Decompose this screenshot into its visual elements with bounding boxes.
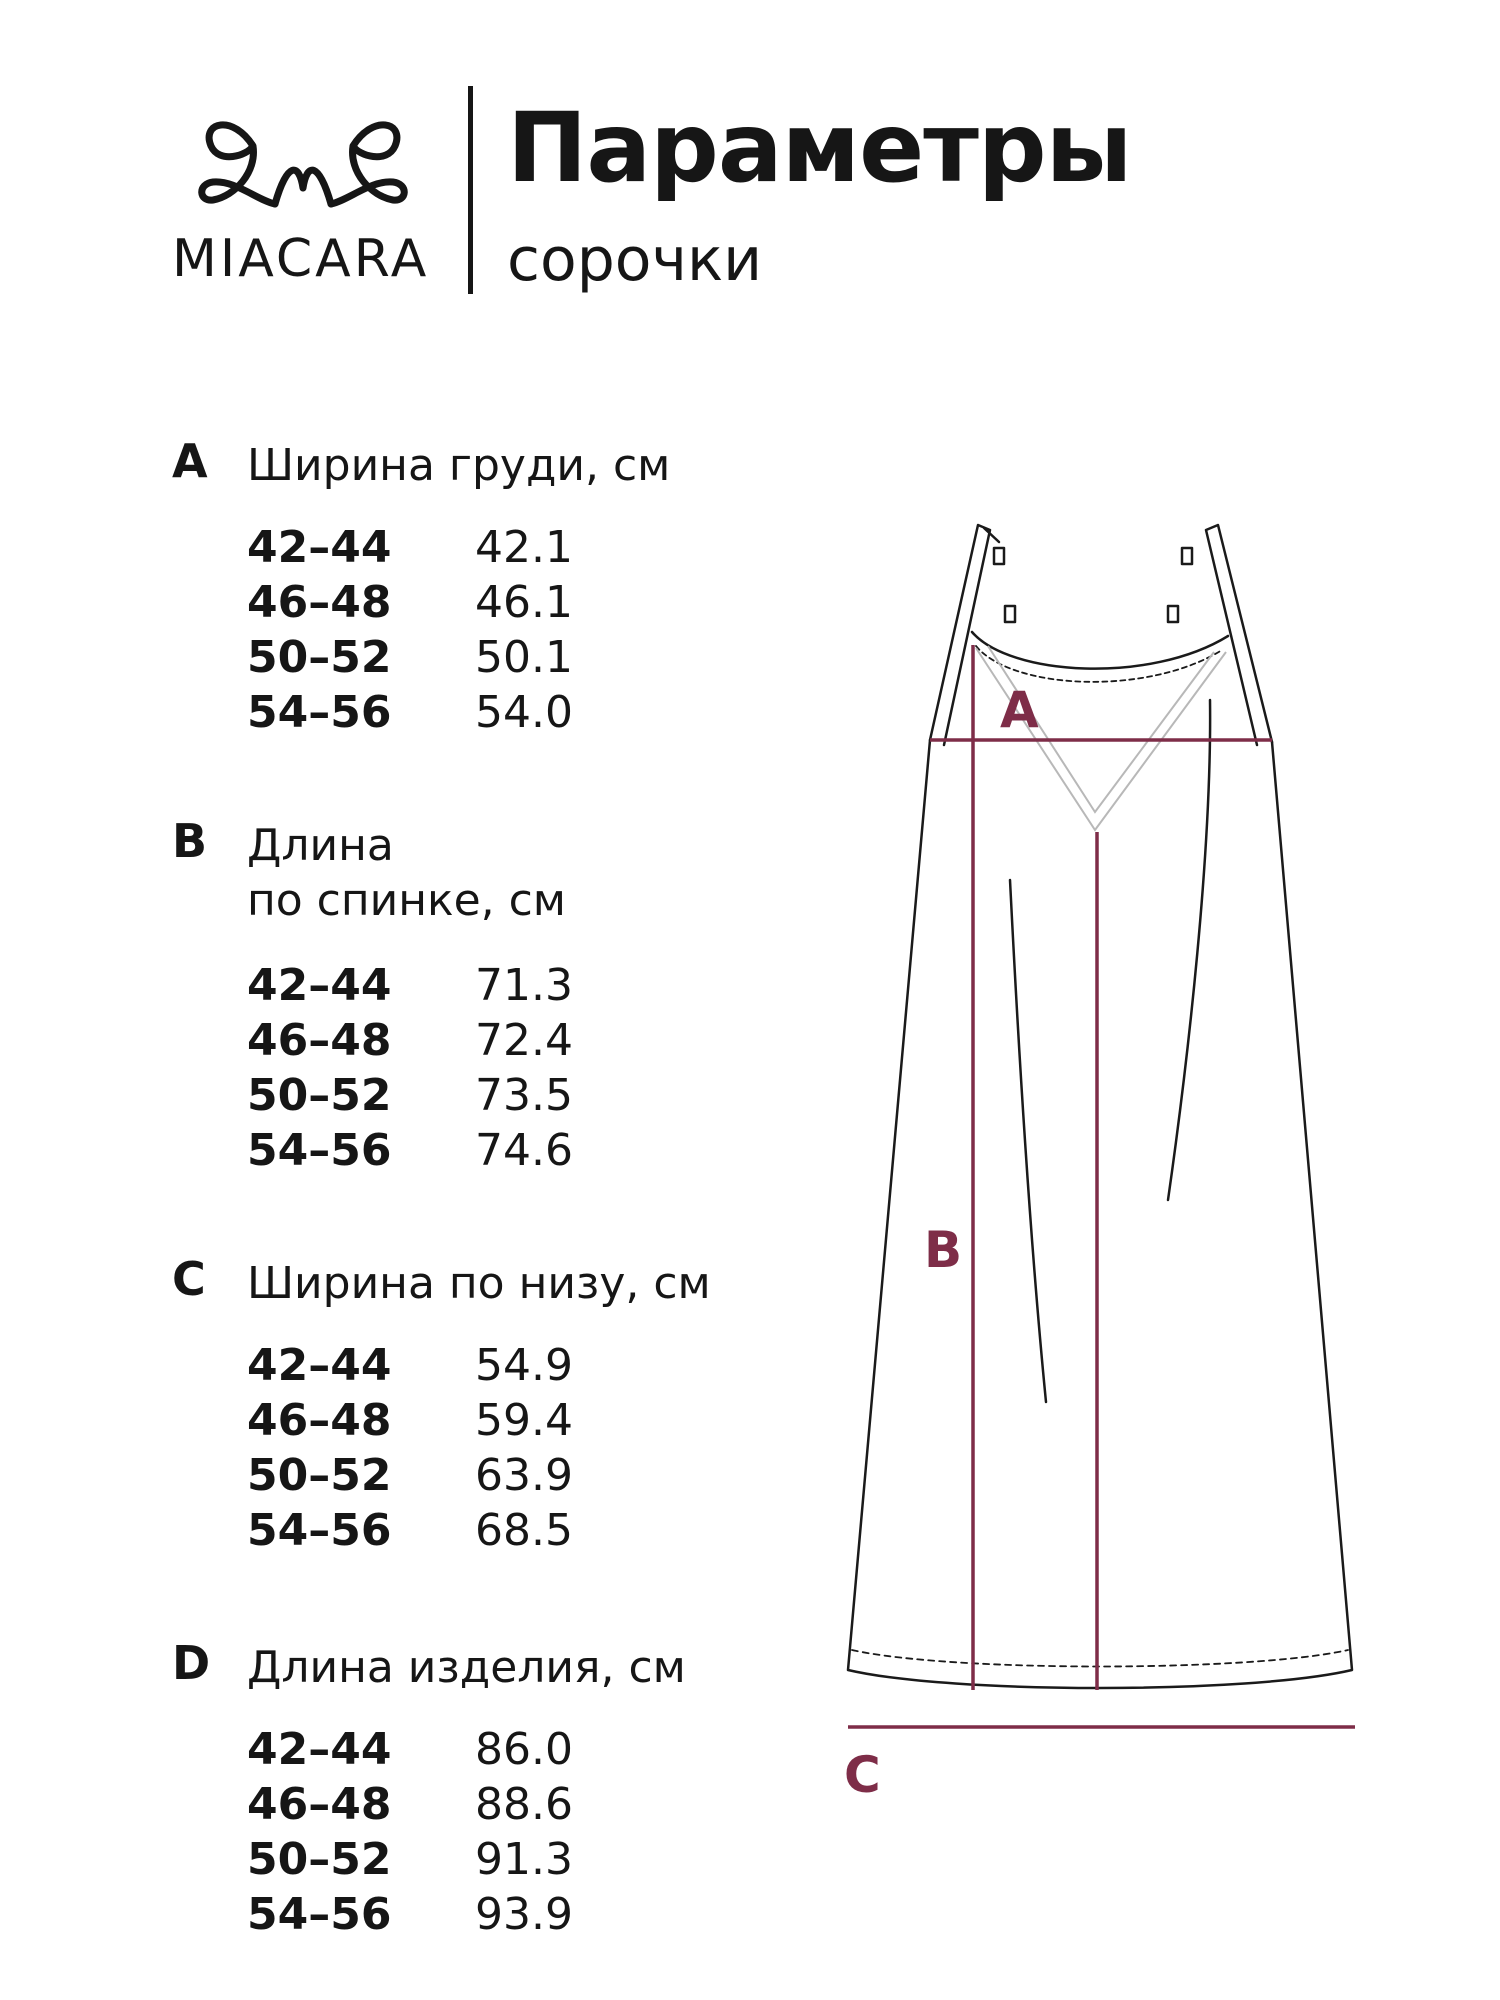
- size-value: 72.4: [475, 1015, 573, 1066]
- size-row: [247, 958, 747, 1013]
- size-label: 42–44: [247, 1724, 392, 1775]
- size-table: [247, 1338, 747, 1558]
- size-value: 54.0: [475, 687, 573, 738]
- size-label: 54–56: [247, 1125, 392, 1176]
- size-table: [247, 520, 747, 740]
- size-label: 50–52: [247, 1070, 392, 1121]
- size-label: 42–44: [247, 522, 392, 573]
- size-value: 86.0: [475, 1724, 573, 1775]
- size-value: 50.1: [475, 632, 573, 683]
- size-row: [247, 1503, 747, 1558]
- size-label: 46–48: [247, 1395, 392, 1446]
- size-value: 91.3: [475, 1834, 573, 1885]
- size-row: [247, 1777, 747, 1832]
- size-label: 50–52: [247, 632, 392, 683]
- size-row: [247, 1887, 747, 1942]
- section-title: Ширина груди, см: [247, 440, 671, 491]
- size-label: 54–56: [247, 1889, 392, 1940]
- size-row: [247, 1722, 747, 1777]
- size-value: 59.4: [475, 1395, 573, 1446]
- size-value: 73.5: [475, 1070, 573, 1121]
- size-row: [247, 1013, 747, 1068]
- size-label: 50–52: [247, 1450, 392, 1501]
- size-row: [247, 1068, 747, 1123]
- size-value: 46.1: [475, 577, 573, 628]
- size-label: 50–52: [247, 1834, 392, 1885]
- dimension-label-b: B: [924, 1221, 963, 1279]
- dimension-label-c: C: [844, 1746, 881, 1804]
- section-title: Длина по спинке, см: [247, 820, 566, 926]
- section-letter: D: [172, 1636, 211, 1690]
- dimension-label-a: A: [1000, 681, 1039, 739]
- size-value: 71.3: [475, 960, 573, 1011]
- header-divider: [468, 86, 473, 294]
- nightgown-sketch-icon: [830, 500, 1390, 1760]
- size-row: [247, 1832, 747, 1887]
- size-table: [247, 1722, 747, 1942]
- section-letter: B: [172, 814, 208, 868]
- size-label: 46–48: [247, 1779, 392, 1830]
- brand-name: MIACARA: [172, 229, 430, 289]
- page-title: Параметры: [507, 92, 1132, 204]
- size-row: [247, 520, 747, 575]
- size-label: 42–44: [247, 960, 392, 1011]
- miacara-monogram-icon: [195, 92, 411, 218]
- size-row: [247, 1448, 747, 1503]
- size-row: [247, 1338, 747, 1393]
- size-value: 93.9: [475, 1889, 573, 1940]
- size-label: 46–48: [247, 577, 392, 628]
- size-table: [247, 958, 747, 1178]
- size-value: 68.5: [475, 1505, 573, 1556]
- size-row: [247, 1393, 747, 1448]
- size-label: 54–56: [247, 687, 392, 738]
- section-title: Ширина по низу, см: [247, 1258, 711, 1309]
- section-letter: C: [172, 1252, 206, 1306]
- size-row: [247, 630, 747, 685]
- size-row: [247, 575, 747, 630]
- size-value: 74.6: [475, 1125, 573, 1176]
- section-title: Длина изделия, см: [247, 1642, 686, 1693]
- section-letter: A: [172, 434, 208, 488]
- size-label: 42–44: [247, 1340, 392, 1391]
- size-row: [247, 685, 747, 740]
- size-value: 63.9: [475, 1450, 573, 1501]
- size-row: [247, 1123, 747, 1178]
- page-subtitle: сорочки: [507, 225, 763, 295]
- size-value: 42.1: [475, 522, 573, 573]
- size-label: 54–56: [247, 1505, 392, 1556]
- size-value: 54.9: [475, 1340, 573, 1391]
- size-label: 46–48: [247, 1015, 392, 1066]
- size-value: 88.6: [475, 1779, 573, 1830]
